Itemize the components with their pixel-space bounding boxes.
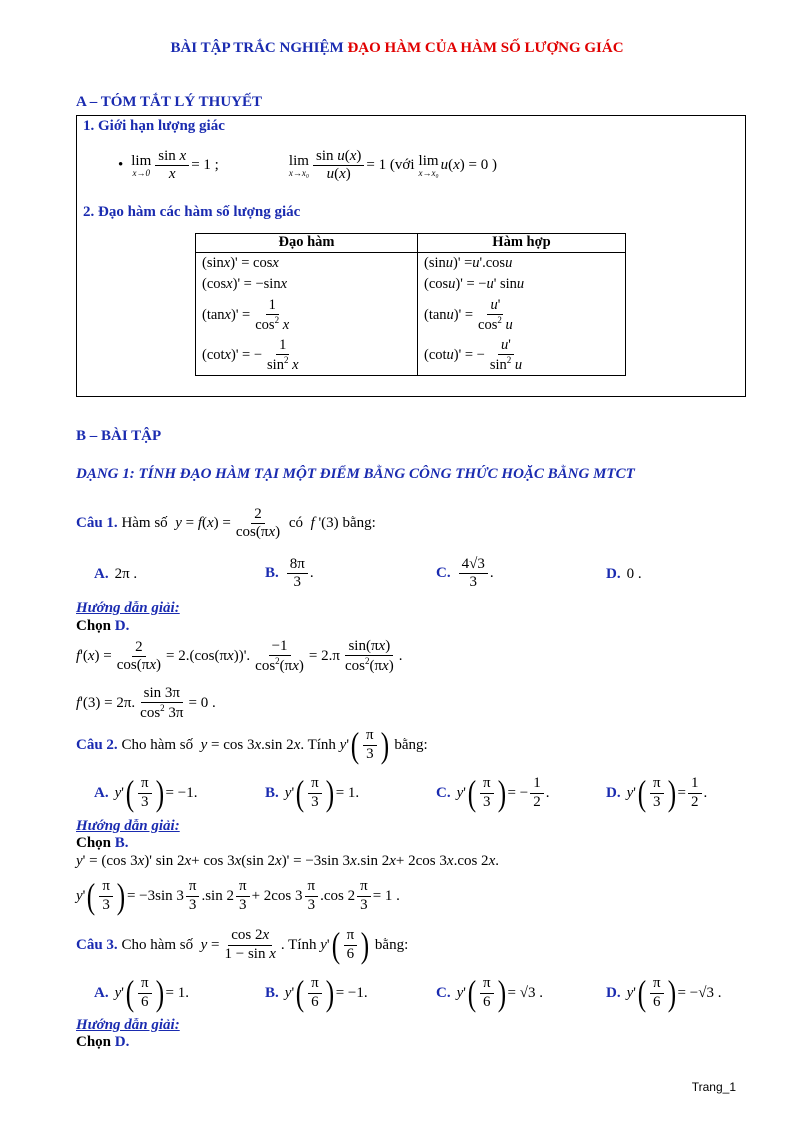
header-title-part1: BÀI TẬP TRẮC NGHIỆM xyxy=(170,40,348,56)
q3-choose: Chọn D. xyxy=(76,1034,130,1050)
limit-formulas: • lim x→0 $\frac{\text{sin x}}{x}$ = 1 ; lim x→x₀ $\frac{\text{sin u(x)}}{u(x)}$ = 1 (với lim x→x₀ u(x) = 0 ) xyxy=(118,148,498,183)
q2-option-d[interactable]: D. y ' ( $\frac{\pi}{3}$ ) = $\frac{1}{2}$ . xyxy=(606,773,708,813)
q1-option-c[interactable]: C. $\frac{4√3}{3}$ . xyxy=(436,556,494,591)
header-title-part2: ĐẠO HÀM CỦA HÀM SỐ LƯỢNG GIÁC xyxy=(347,40,624,56)
derivative-table-wrap xyxy=(195,233,626,376)
q2-option-a[interactable]: A. y ' ( $\frac{\pi}{3}$ ) = −1. xyxy=(94,773,198,813)
q1-text2: có xyxy=(288,515,304,532)
section-b-title: B – BÀI TẬP xyxy=(76,428,162,444)
sub-derivative-title: 2. Đạo hàm các hàm số lượng giác xyxy=(83,204,301,220)
q1-guide: Hướng dẫn giải: xyxy=(76,600,180,616)
q2-text2: . Tính xyxy=(300,736,336,753)
q3-option-b[interactable]: B. y ' ( $\frac{\pi}{6}$ ) = −1. xyxy=(265,973,368,1013)
question-2: Câu 2. Cho hàm số y = cos 3x.sin 2x . Tính y' ( $\frac{\pi}{3}$ ) bằng: xyxy=(76,725,428,765)
dang1-title: DẠNG 1: TÍNH ĐẠO HÀM TẠI MỘT ĐIỂM BẰNG CÔNG THỨC HOẶC BẰNG MTCT xyxy=(76,466,635,482)
q3-option-c[interactable]: C. y ' ( $\frac{\pi}{6}$ ) = √3 . xyxy=(436,973,543,1013)
q2-solution-line1: y ' = (cos 3 x )' sin 2 x + cos 3 x (sin 2 x )' = −3sin 3 x .sin 2 x + 2cos 3 x .cos 2 x . xyxy=(76,853,499,869)
q2-label: Câu 2. xyxy=(76,736,118,753)
sub-limit-title: 1. Giới hạn lượng giác xyxy=(83,118,225,134)
q2-solution-line2: y ' ( $\frac{\pi}{3}$ ) = −3sin 3 $\frac{\pi}{3}$ .sin 2 $\frac{\pi}{3}$ + 2cos 3 $\frac{\pi}{3}$ .cos 2 $\frac{\pi}{3}$ = 1 . xyxy=(76,876,400,916)
section-a-title: A – TÓM TẮT LÝ THUYẾT xyxy=(76,94,263,110)
q2-option-c[interactable]: C. y ' ( $\frac{\pi}{3}$ ) = − $\frac{1}{2}$ . xyxy=(436,773,550,813)
q3-option-a[interactable]: A. y ' ( $\frac{\pi}{6}$ ) = 1. xyxy=(94,973,190,1013)
q1-option-d[interactable]: D. 0 . xyxy=(606,566,642,582)
q1-option-a[interactable]: A. 2π . xyxy=(94,566,138,582)
page-number: Trang_1 xyxy=(691,1080,736,1094)
derivative-table xyxy=(195,233,626,376)
q1-solution-line1: f '( x ) = $\frac{2}{\cos(\pi x)}$ = 2.(cos(π x ))'. $\frac{-1}{\cos^2(\pi x)}$ = 2.π $\frac{\sin(\pi x)}{\cos^2(\pi x)}$ . xyxy=(76,638,403,675)
q2-text3: bằng: xyxy=(394,736,428,753)
q1-choose: Chọn D. xyxy=(76,618,130,634)
q2-text1: Cho hàm số xyxy=(121,736,194,753)
table-header-ham-hop: Hàm hợp xyxy=(418,234,626,253)
q1-solution-line2: f '(3) = 2π. $\frac{\sin 3\pi}{\cos^2 3\pi}$ = 0 . xyxy=(76,685,216,722)
q1-option-b[interactable]: B. $\frac{8\pi}{3}$ . xyxy=(265,556,314,591)
q3-text2: . Tính xyxy=(280,936,317,953)
limit-note-open: (với xyxy=(389,157,415,174)
question-3: Câu 3. Cho hàm số y = $\frac{\cos 2x}{\text{1 − sin x}}$ . Tính y' ( $\frac{\pi}{6}$ ) bằng: xyxy=(76,925,409,965)
table-header-dao-ham: Đạo hàm xyxy=(196,234,418,253)
q2-guide: Hướng dẫn giải: xyxy=(76,818,180,834)
q1-text1: Hàm số xyxy=(121,515,168,532)
page-header xyxy=(0,40,794,57)
q3-label: Câu 3. xyxy=(76,936,118,953)
q3-option-d[interactable]: D. y ' ( $\frac{\pi}{6}$ ) = −√3 . xyxy=(606,973,722,1013)
q3-text3: bằng: xyxy=(374,936,409,953)
q1-text3: bằng: xyxy=(342,515,376,532)
q3-guide: Hướng dẫn giải: xyxy=(76,1017,180,1033)
limit-note-close: ) xyxy=(492,157,498,174)
question-1: Câu 1. Hàm số y = f(x) = $\frac{2}{\cos(\pi x)}$ có f '(3) bằng: xyxy=(76,506,376,541)
table-col-composite: (sin u )' = u '.cos u (cos u )' = − u ' sin u (tan u )' = $\frac{u'}{\cos^2 u}$ (cot u )' = − $\frac{u'}{\sin^2 u}$ xyxy=(418,253,626,376)
q2-option-b[interactable]: B. y ' ( $\frac{\pi}{3}$ ) = 1. xyxy=(265,773,360,813)
q2-choose: Chọn B. xyxy=(76,835,129,851)
table-col-basic: (sin x )' = cos x (cos x )' = −sin x (tan x )' = $\frac{1}{\cos^2 x}$ (cot x )' = − $\frac{1}{\sin^2 x}$ xyxy=(196,253,418,376)
q3-text1: Cho hàm số xyxy=(121,936,194,953)
q1-label: Câu 1. xyxy=(76,515,118,532)
